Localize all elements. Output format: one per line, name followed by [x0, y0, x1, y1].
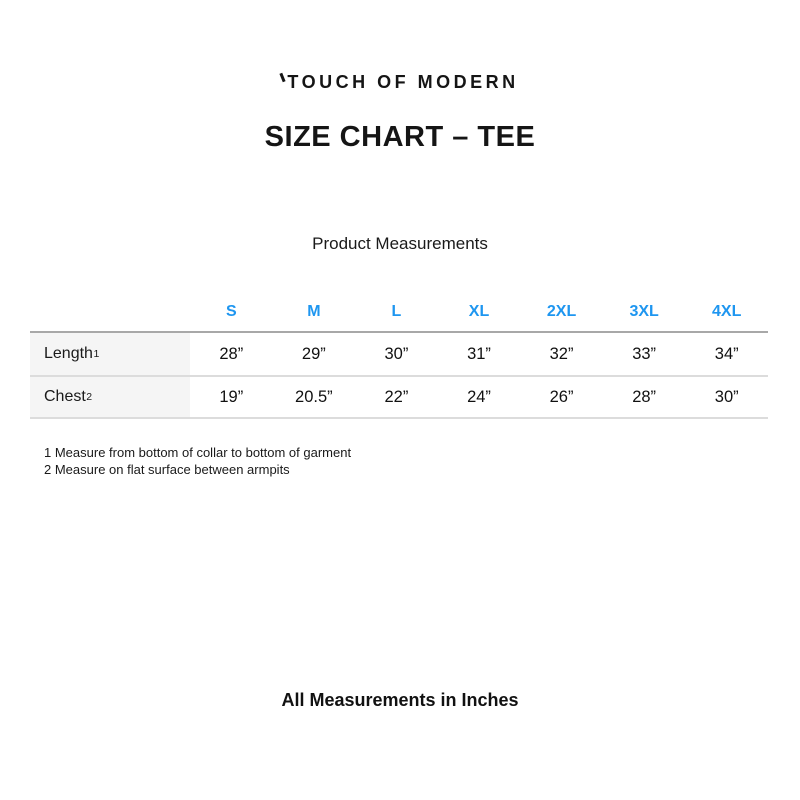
header-spacer-cell: [30, 293, 190, 331]
measurement-value: 30”: [384, 344, 409, 363]
measurement-value: 28”: [632, 387, 657, 406]
size-table: [30, 293, 768, 419]
footer-note: All Measurements in Inches: [281, 690, 519, 710]
measurement-value: 28”: [219, 344, 244, 363]
row-label-text: Length: [44, 345, 93, 362]
row-label-length: Length 1: [30, 333, 190, 375]
row-label-chest: Chest 2: [30, 377, 190, 417]
measurement-value: 29”: [301, 344, 326, 363]
brand-logo: [0, 72, 800, 93]
measurement-value: 20.5”: [295, 387, 333, 406]
measurement-value: 32”: [549, 344, 574, 363]
logo-tick-icon: [280, 73, 286, 82]
size-column-header: XL: [468, 303, 490, 320]
row-label-text: Chest: [44, 388, 86, 405]
size-column-header: M: [307, 303, 321, 320]
size-table-header-row: [30, 293, 768, 333]
footnote-line: 2 Measure on flat surface between armpits: [44, 462, 290, 477]
measurement-value: 33”: [632, 344, 657, 363]
size-column-header: L: [391, 303, 402, 320]
size-column-header: 4XL: [712, 303, 742, 320]
table-row-length: [30, 333, 768, 377]
section-heading: Product Measurements: [312, 234, 488, 253]
footnote-line: 1 Measure from bottom of collar to bottom of garment: [44, 445, 352, 460]
size-column-header: S: [225, 303, 237, 320]
measurement-value: 22”: [384, 387, 409, 406]
measurement-value: 24”: [467, 387, 491, 406]
table-row-chest: [30, 377, 768, 419]
footnotes: [44, 444, 351, 478]
size-column-header: 3XL: [629, 303, 659, 320]
measurement-value: 34”: [714, 344, 739, 363]
page-title: SIZE CHART – TEE: [264, 121, 536, 153]
brand-logo-text: TOUCH OF MODERN: [287, 72, 519, 92]
measurement-value: 31”: [467, 344, 491, 363]
measurement-value: 19”: [219, 387, 244, 406]
size-column-header: 2XL: [546, 303, 577, 320]
measurement-value: 30”: [714, 387, 739, 406]
measurement-value: 26”: [549, 387, 574, 406]
